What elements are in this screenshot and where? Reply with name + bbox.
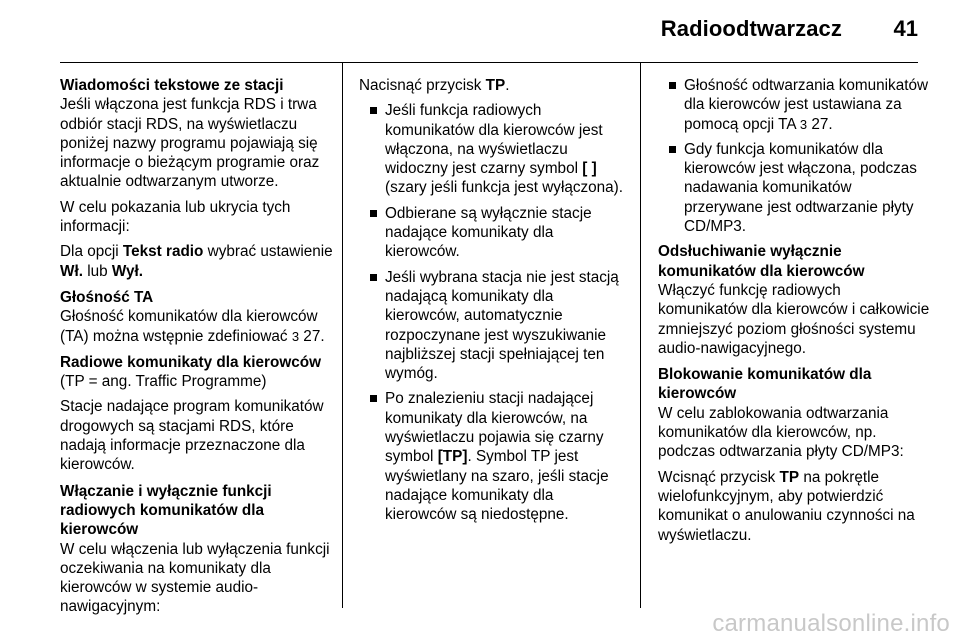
page-ref-link[interactable]: 27. bbox=[807, 115, 833, 133]
section-heading: Wiadomości tekstowe ze stacji bbox=[60, 77, 284, 94]
paragraph: W celu zablokowania odtwarzania komunikatów dla kierowców, np. podczas odtwarzania płyty CD/MP3: bbox=[658, 404, 904, 461]
page-ref-link[interactable]: 27. bbox=[299, 327, 325, 345]
section-heading: Radiowe komunikaty dla kierowców bbox=[60, 353, 321, 371]
paragraph: Głośność komunikatów dla kierowców (TA) można wstępnie zdefiniować 3 27. bbox=[60, 308, 325, 345]
section-ta-volume bbox=[60, 288, 334, 346]
column-divider-1 bbox=[342, 62, 343, 608]
list-item: Odbierane są wyłącznie stacje nadające komunikaty dla kierowców. bbox=[359, 204, 629, 262]
paragraph: Jeśli włączona jest funkcja RDS i trwa odbiór stacji RDS, na wyświetlaczu poniżej nazwy programu pojawiają się informacje o bieżącym programie oraz aktualnie odtwarzanym utworze. bbox=[60, 96, 320, 191]
section-rds-text bbox=[60, 76, 334, 281]
paragraph: Wcisnąć przycisk TP na pokrętle wielofunkcyjnym, aby potwierdzić komunikat o anulowaniu czynności na wyświetlaczu. bbox=[658, 468, 915, 544]
column-2 bbox=[359, 76, 629, 531]
section-listen-only bbox=[658, 242, 930, 358]
bullet-list bbox=[658, 76, 930, 236]
page-title: Radioodtwarzacz bbox=[660, 16, 842, 41]
list-item: Jeśli funkcja radiowych komunikatów dla kierowców jest włączona, na wyświetlaczu widoczny jest czarny symbol [ ] (szary jeśli funkcja jest wyłączona). bbox=[359, 101, 629, 197]
section-heading: Głośność TA bbox=[60, 288, 154, 306]
page-number: 41 bbox=[893, 16, 918, 41]
section-tp-toggle bbox=[60, 482, 334, 617]
column-divider-2 bbox=[640, 62, 641, 608]
page-ref-arrow-icon: 3 bbox=[291, 328, 300, 344]
paragraph: (TP = ang. Traffic Programme) bbox=[60, 373, 267, 391]
watermark: carmanualsonline.info bbox=[712, 610, 950, 637]
bullet-list bbox=[359, 101, 629, 524]
section-block-announcements bbox=[658, 365, 930, 545]
paragraph: Włączyć funkcję radiowych komunikatów dla kierowców i całkowicie zmniejszyć poziom głośności systemu audio-nawigacyjnego. bbox=[658, 281, 930, 357]
page-header bbox=[60, 0, 918, 63]
page-ref-arrow-icon: 3 bbox=[799, 116, 808, 132]
list-item: Gdy funkcja komunikatów dla kierowców jest włączona, podczas nadawania komunikatów przerywane jest odtwarzanie płyty CD/MP3. bbox=[658, 140, 930, 236]
paragraph: W celu włączenia lub wyłączenia funkcji oczekiwania na komunikaty dla kierowców w systemie audio-nawigacyjnym: bbox=[60, 540, 330, 616]
section-heading: Blokowanie komunikatów dla kierowców bbox=[658, 366, 872, 403]
section-heading: Włączanie i wyłącznie funkcji radiowych komunikatów dla kierowców bbox=[60, 482, 272, 539]
section-tp bbox=[60, 353, 334, 475]
section-heading: Odsłuchiwanie wyłącznie komunikatów dla kierowców bbox=[658, 243, 865, 280]
paragraph: Dla opcji Tekst radio wybrać ustawienie Wł. lub Wył. bbox=[60, 243, 333, 280]
list-item: Jeśli wybrana stacja nie jest stacją nadającą komunikaty dla kierowców, automatycznie rozpoczynane jest wyszukiwanie najbliższej stacji spełniającej ten wymóg. bbox=[359, 268, 629, 384]
paragraph: Nacisnąć przycisk TP. bbox=[359, 77, 510, 94]
paragraph: Stacje nadające program komunikatów drogowych są stacjami RDS, które nadają informacje przeznaczone dla kierowców. bbox=[60, 398, 324, 474]
column-3 bbox=[658, 76, 930, 552]
list-item: Po znalezieniu stacji nadającej komunikaty dla kierowców, na wyświetlaczu pojawia się czarny symbol [TP]. Symbol TP jest wyświetlany na szaro, jeśli stacje nadające komunikaty dla kierowców są niedostępne. bbox=[359, 389, 629, 524]
column-1 bbox=[60, 76, 334, 624]
list-item: Głośność odtwarzania komunikatów dla kierowców jest ustawiana za pomocą opcji TA 3 27. bbox=[658, 76, 930, 134]
paragraph: W celu pokazania lub ukrycia tych informacji: bbox=[60, 198, 291, 236]
